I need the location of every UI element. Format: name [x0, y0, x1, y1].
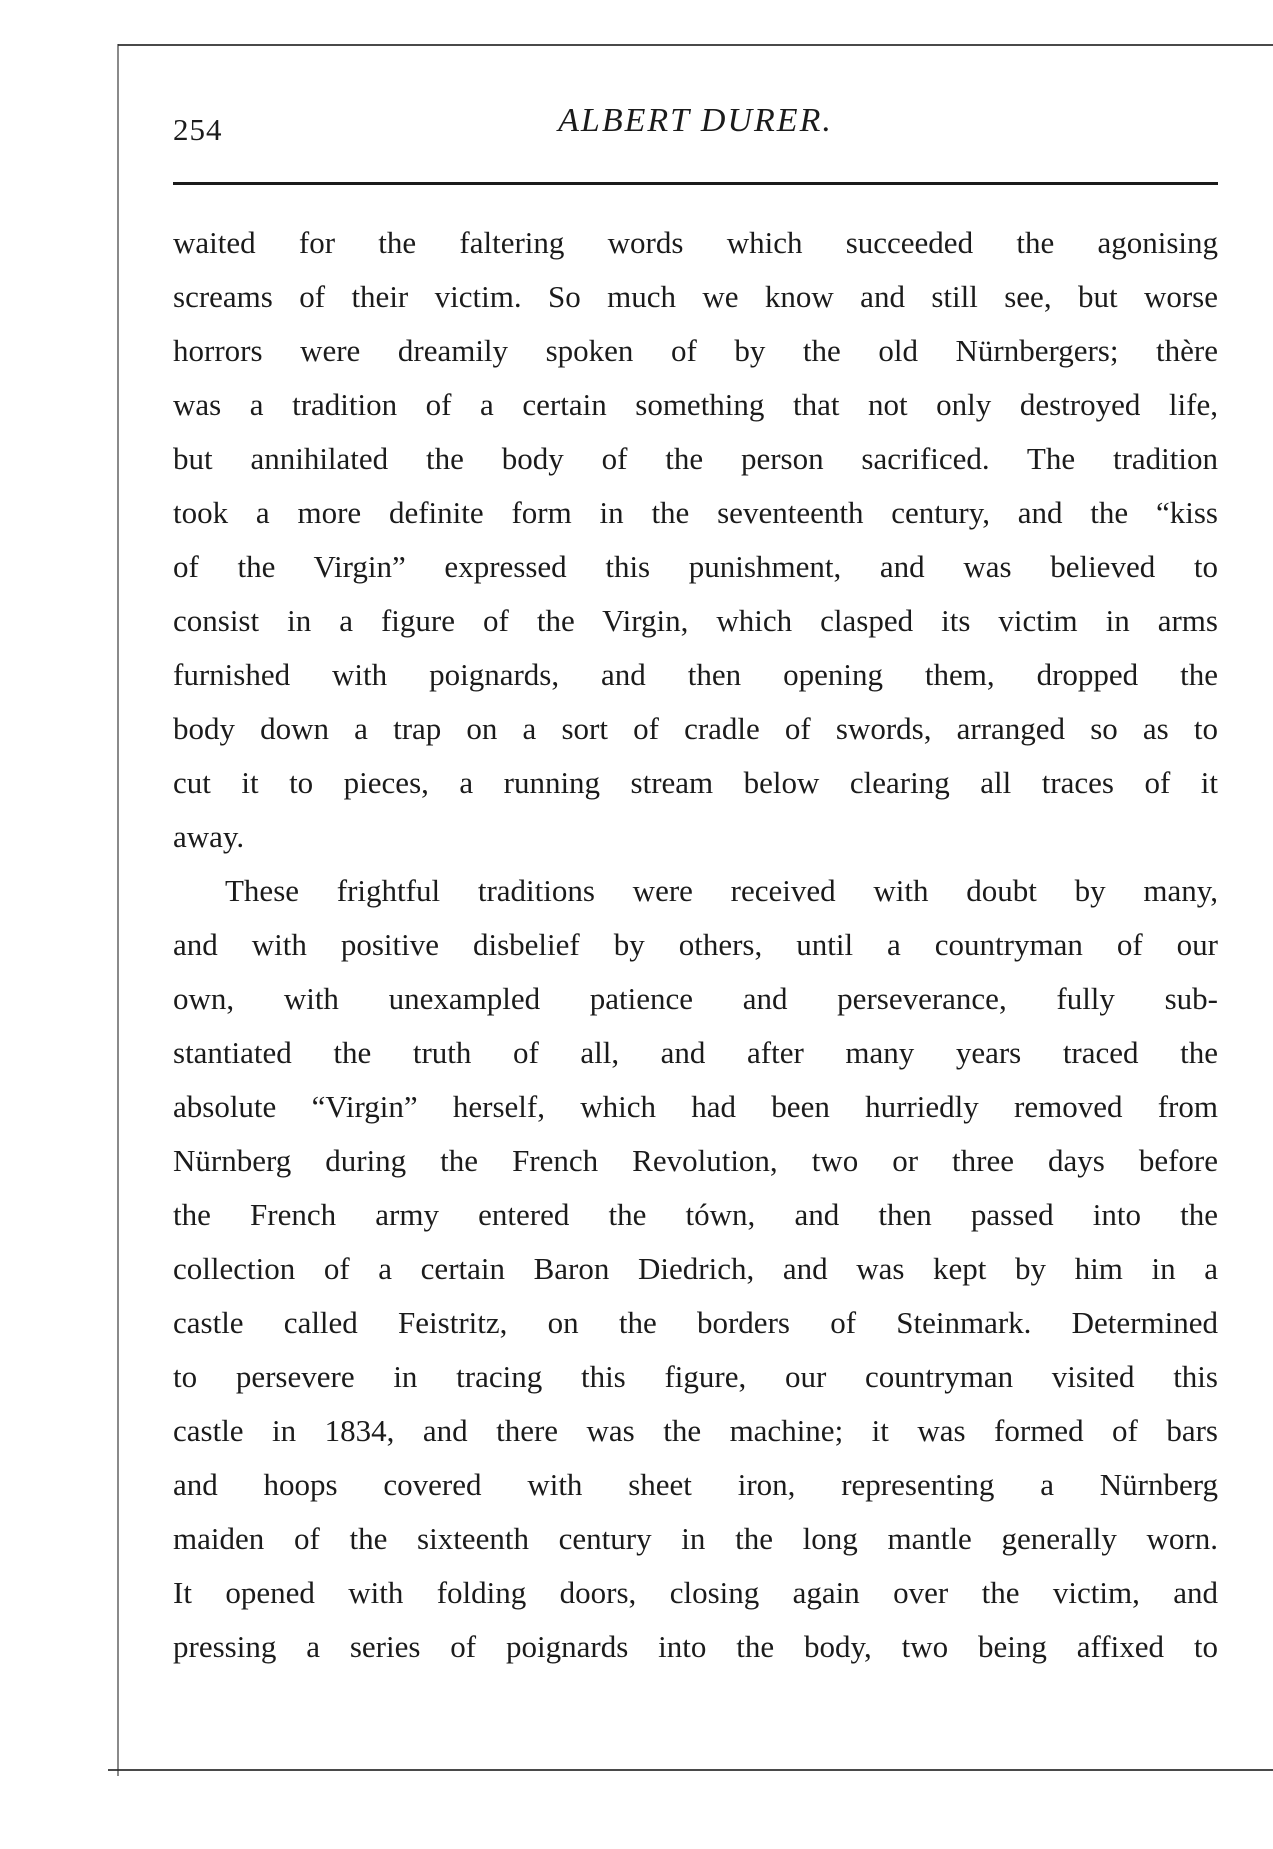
scan-border-bottom — [108, 1769, 1273, 1771]
scan-border-left — [117, 44, 119, 1776]
text-line: cut it to pieces, a running stream below clearing all traces of it — [173, 765, 1218, 800]
page-number: 254 — [173, 112, 223, 147]
text-line: collection of a certain Baron Diedrich, and was kept by him in a — [173, 1251, 1218, 1286]
text-line: took a more definite form in the seventeenth century, and the “kiss — [173, 495, 1218, 530]
header-rule — [173, 182, 1218, 185]
text-line: and hoops covered with sheet iron, representing a Nürnberg — [173, 1467, 1218, 1502]
text-line: the French army entered the tówn, and then passed into the — [173, 1197, 1218, 1232]
scan-border-top — [118, 44, 1273, 46]
paragraph-1 — [173, 216, 1218, 864]
text-line: Nürnberg during the French Revolution, two or three days before — [173, 1143, 1218, 1178]
text-line: It opened with folding doors, closing again over the victim, and — [173, 1575, 1218, 1610]
text-line: body down a trap on a sort of cradle of swords, arranged so as to — [173, 711, 1218, 746]
text-line: away. — [173, 819, 245, 854]
text-line: and with positive disbelief by others, until a countryman of our — [173, 927, 1218, 962]
paragraph-2 — [173, 864, 1218, 1674]
text-line: absolute “Virgin” herself, which had been hurriedly removed from — [173, 1089, 1218, 1124]
text-line: maiden of the sixteenth century in the long mantle generally worn. — [173, 1521, 1218, 1556]
text-line: castle called Feistritz, on the borders of Steinmark. Determined — [173, 1305, 1218, 1340]
text-line: furnished with poignards, and then opening them, dropped the — [173, 657, 1218, 692]
text-line: waited for the faltering words which succeeded the agonising — [173, 225, 1218, 260]
text-line: horrors were dreamily spoken of by the old Nürnbergers; thère — [173, 333, 1218, 368]
text-line: stantiated the truth of all, and after many years traced the — [173, 1035, 1218, 1070]
text-line: but annihilated the body of the person sacrificed. The tradition — [173, 441, 1218, 476]
text-line: pressing a series of poignards into the body, two being affixed to — [173, 1629, 1218, 1664]
text-line: screams of their victim. So much we know and still see, but worse — [173, 279, 1218, 314]
text-line: of the Virgin” expressed this punishment, and was believed to — [173, 549, 1218, 584]
text-line: consist in a figure of the Virgin, which clasped its victim in arms — [173, 603, 1218, 638]
text-line: own, with unexampled patience and perseverance, fully sub- — [173, 981, 1218, 1016]
page-header — [173, 102, 1218, 152]
text-line: castle in 1834, and there was the machine; it was formed of bars — [173, 1413, 1218, 1448]
running-title: ALBERT DURER. — [558, 102, 833, 139]
text-line: to persevere in tracing this figure, our countryman visited this — [173, 1359, 1218, 1394]
body-text — [173, 216, 1218, 1674]
text-line: These frightful traditions were received with doubt by many, — [225, 873, 1218, 908]
text-line: was a tradition of a certain something that not only destroyed life, — [173, 387, 1218, 422]
